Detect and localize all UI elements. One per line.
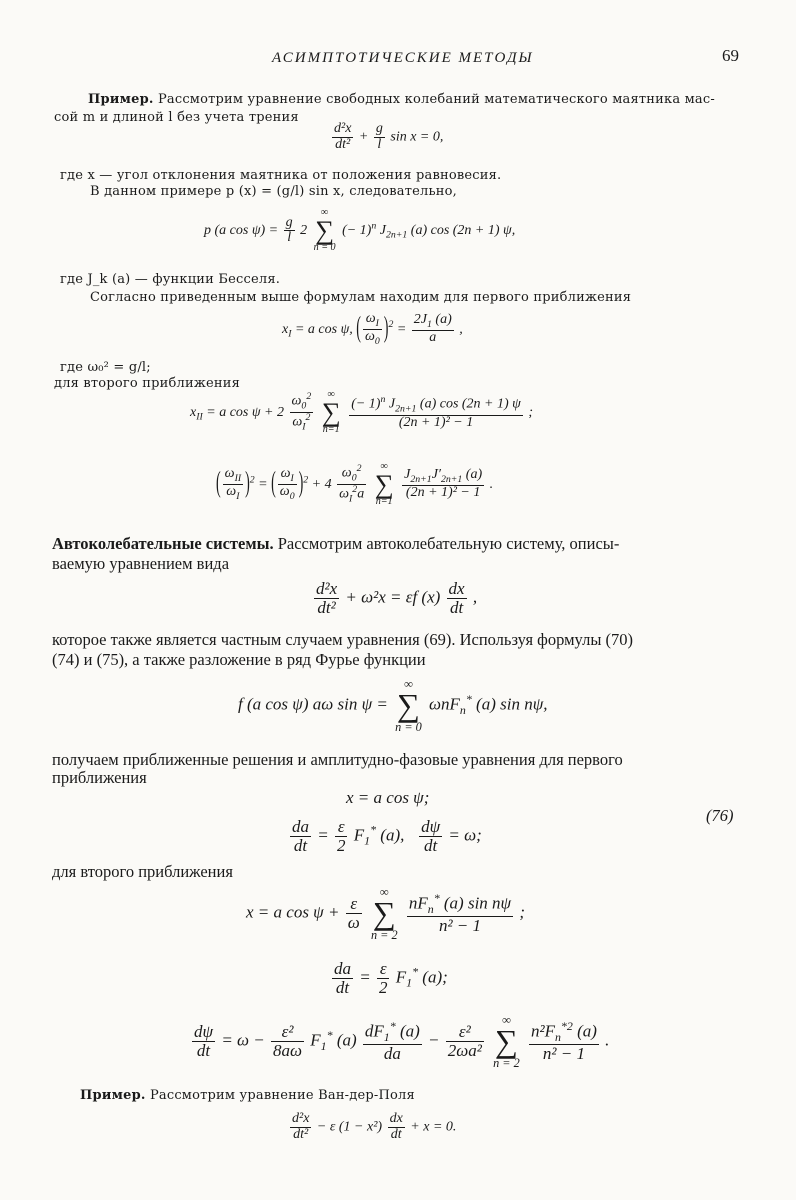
second-approx-1: для второго приближения [54,376,241,391]
in-example: В данном примере p (x) = (g/l) sin x, следовательно, [90,184,457,199]
example1-intro-1: Рассмотрим уравнение свободных колебаний математического маятника мас- [157,92,715,107]
example1-label: Пример. [88,92,154,107]
second-approx-2: для второго приближения [52,862,233,881]
autoosc-text-3: которое также является частным случаем уравнения (69). Используя формулы (70) [52,630,634,649]
autoosc-title: Автоколебательные системы. [52,534,274,553]
where-omega: где ω₀² = g/l; [60,360,151,375]
equation-p-expansion: p (a cos ψ) = $\frac{g}{l}$ 2 ∞ ∑ n = 0 (− 1)$^n$ $J_{2n+1}$ (a) cos (2n + 1) ψ, [204,207,516,254]
autoosc-line1 [52,534,619,554]
page-number: 69 [722,46,739,65]
equation-autoosc: $\frac{\text{d²x}}{\text{dt²}}$ + ω²x = εf (x) $\frac{dx}{dt}$ , [316,579,478,617]
equation-number-76: (76) [706,806,734,825]
example1-intro-2: сой m и длиной l без учета трения [54,110,299,125]
autoosc-text-1: Рассмотрим автоколебательную систему, описы- [277,534,620,553]
according: Согласно приведенным выше формулам находим для первого приближения [90,290,632,305]
equation-76-x: x = a cos ψ; [346,788,430,807]
equation-pendulum: $\frac{\text{d²x}}{\text{dt²}}$ + $\frac{g}{l}$ sin x = 0, [334,121,444,152]
equation-76-amplitude-phase: $\frac{da}{dt}$ = $\frac{\varepsilon}{2}$ $F_1^*$ (a), $\frac{d\psi}{dt}$ = ω; [292,817,482,855]
equation-van-der-pol: $\frac{\text{d²x}}{\text{dt²}}$ − ε (1 − x²) $\frac{dx}{dt}$ + x = 0. [292,1111,457,1142]
example1-line1 [88,92,715,107]
equation-fourier: f (a cos ψ) aω sin ψ = ∞ ∑ n = 0 ωnF$_n$* (a) sin nψ, [238,677,548,734]
where-bessel: где J_k (a) — функции Бесселя. [60,272,281,287]
example2-text: Рассмотрим уравнение Ван-дер-Поля [149,1088,415,1103]
autoosc-text-6: приближения [52,768,147,787]
where-angle: где x — угол отклонения маятника от положения равновесия. [60,168,502,183]
autoosc-text-4: (74) и (75), а также разложение в ряд Фурье функции [52,650,426,669]
running-title: АСИМПТОТИЧЕСКИЕ МЕТОДЫ [272,50,534,66]
equation-second-x: x = a cos ψ + $\frac{\varepsilon}{\omega}$ ∞ ∑ n = 2 $\frac{nF_n^* (a) \sin n\psi}{\text{n² − 1}}$ ; [246,885,526,942]
example2-line [80,1088,415,1103]
autoosc-text-2: ваемую уравнением вида [52,554,230,573]
autoosc-text-5: получаем приближенные решения и амплитудно-фазовые уравнения для первого [52,750,623,769]
equation-second-approx-omega: ( $\frac{\omega_{II}}{\omega_I}$ )$^2$ = ( $\frac{\omega_I}{\omega_0}$ )$^2$ + 4 $\frac{\omega_0^2}{\omega_I^2a}$ ∞ ∑ n=1 $\frac{J_{2n+1}J'_{2n+1} (a)}{\text{(2n + 1)² − 1}}$ . [216,461,494,508]
equation-second-approx-x: $x_{II} = a$ cos ψ + 2 $\frac{\omega_0^2}{\omega_I^2}$ ∞ ∑ n=1 $\frac{(- 1)^n J_{2n+1} (a) \cos (2n + 1) \psi}{\text{(2n + 1)² − 1}}$ ; [190,389,534,436]
example2-label: Пример. [80,1088,146,1103]
equation-second-dpsi: $\frac{d\psi}{dt}$ = ω − $\frac{\text{ε²}}{8a\omega}$ $F_1^*$ (a) $\frac{dF_1^* (a)}{da}$ − $\frac{\text{ε²}}{\text{2ωa²}}$ ∞ ∑ n = 2 $\frac{n^2F_n^{*2} (a)}{\text{n² − 1}}$ . [194,1013,610,1070]
equation-second-da: $\frac{da}{dt}$ = $\frac{\varepsilon}{2}$ $F_1^*$ (a); [334,959,448,997]
equation-first-approx: $x_I = a$ cos ψ, ( $\frac{\omega_I}{\omega_0}$ )$^2$ = $\frac{2J_1 (a)}{a}$ , [282,311,463,347]
equation-pendulum-tail: sin x = 0, [390,129,444,145]
